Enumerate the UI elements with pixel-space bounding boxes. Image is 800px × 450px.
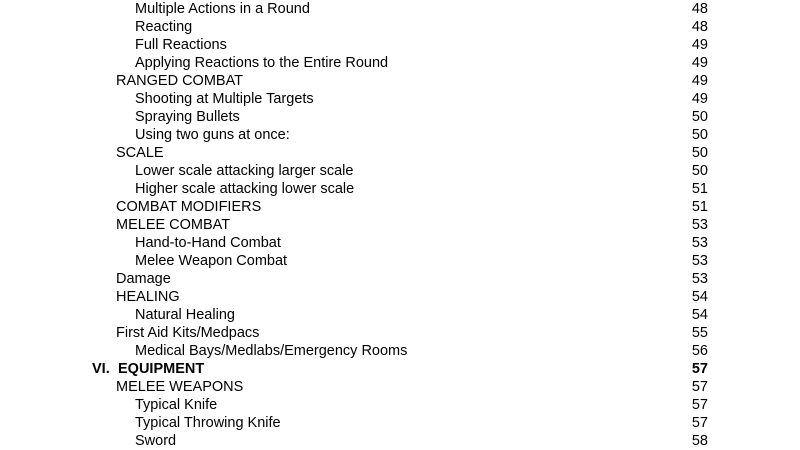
toc-row [0,234,800,252]
toc-entry-title: Melee Weapon Combat [135,253,288,269]
toc-entry-title: First Aid Kits/Medpacs [116,325,260,341]
toc-entry-title: Natural Healing [135,307,235,323]
toc-row [0,288,800,306]
toc-entry-title: Typical Throwing Knife [135,415,281,431]
toc-entry-title: COMBAT MODIFIERS [116,199,262,215]
toc-page-number: 57 [691,415,708,431]
toc-entry-title: Lower scale attacking larger scale [135,163,354,179]
toc-entry[interactable] [116,144,708,162]
toc-page-number: 48 [691,1,708,17]
toc-entry[interactable] [116,198,708,216]
toc-page-number: 57 [691,379,708,395]
toc-row [0,126,800,144]
toc-row [0,378,800,396]
toc-entry-title: Typical Knife [135,397,218,413]
toc-entry-title: Damage [116,271,171,287]
toc-page-number: 53 [691,235,708,251]
toc-row [0,270,800,288]
toc-row [0,162,800,180]
toc-row [0,0,800,18]
toc-row [0,324,800,342]
toc-row [0,144,800,162]
toc-row [0,180,800,198]
toc-entry[interactable] [135,126,708,144]
toc-row [0,90,800,108]
toc-entry[interactable] [135,162,708,180]
toc-entry[interactable] [135,90,708,108]
toc-entry[interactable] [135,342,708,360]
toc-page-number: 51 [691,199,708,215]
toc-page-number: 54 [691,289,708,305]
toc-page-number: 50 [691,109,708,125]
toc-entry[interactable] [135,414,708,432]
toc-entry-title: Medical Bays/Medlabs/Emergency Rooms [135,343,408,359]
toc-page-number: 53 [691,217,708,233]
toc-row [0,432,800,450]
toc-entry-title: SCALE [116,145,164,161]
toc-entry-title: Using two guns at once: [135,127,290,143]
toc-entry[interactable] [135,0,708,18]
toc-row [0,252,800,270]
toc-page-number: 49 [691,91,708,107]
toc-page-number: 48 [691,19,708,35]
toc-entry[interactable] [135,36,708,54]
toc-entry[interactable] [116,378,708,396]
toc-row [0,360,800,378]
toc-entry-title: Sword [135,433,177,449]
toc-entry[interactable] [135,396,708,414]
toc-entry-title: Reacting [135,19,193,35]
toc-entry[interactable] [135,306,708,324]
toc-entry[interactable] [135,234,708,252]
toc-page-number: 53 [691,253,708,269]
toc-entry-title: MELEE WEAPONS [116,379,244,395]
toc-row [0,342,800,360]
toc-row [0,72,800,90]
toc-entry-title: Hand-to-Hand Combat [135,235,281,251]
chapter-number: VI. [92,361,110,377]
toc-page-number: 49 [691,37,708,53]
toc-entry-title: HEALING [116,289,180,305]
toc-page-number: 50 [691,163,708,179]
toc-row [0,216,800,234]
toc-page-number: 58 [691,433,708,449]
toc-page-number: 49 [691,55,708,71]
toc-row [0,396,800,414]
toc-entry[interactable] [116,288,708,306]
toc-entry[interactable] [116,216,708,234]
toc-entry[interactable] [135,252,708,270]
toc-page-number: 50 [691,145,708,161]
toc-entry[interactable] [135,108,708,126]
toc-entry-title: Applying Reactions to the Entire Round [135,55,389,71]
toc-entry[interactable] [116,72,708,90]
toc-page-number: 51 [691,181,708,197]
toc-entry[interactable] [116,270,708,288]
toc-row [0,306,800,324]
toc-row [0,54,800,72]
toc-page-number: 53 [691,271,708,287]
toc-entry-title: MELEE COMBAT [116,217,231,233]
toc-entry-title: Full Reactions [135,37,227,53]
toc-chapter-title [92,360,205,378]
toc-row [0,36,800,54]
toc-page-number: 57 [691,361,708,377]
toc-page-number: 57 [691,397,708,413]
toc-entry-title: Shooting at Multiple Targets [135,91,314,107]
toc-page-number: 54 [691,307,708,323]
chapter-title-text: EQUIPMENT [118,361,205,377]
toc-entry[interactable] [135,432,708,450]
toc-entry[interactable] [135,180,708,198]
toc-row [0,108,800,126]
toc-entry-title: Spraying Bullets [135,109,240,125]
toc-page-number: 50 [691,127,708,143]
toc-page-number: 56 [691,343,708,359]
toc-entry-title: RANGED COMBAT [116,73,244,89]
toc-row [0,414,800,432]
toc-entry-title: Multiple Actions in a Round [135,1,310,17]
toc-entry[interactable] [116,324,708,342]
toc-entry-title: Higher scale attacking lower scale [135,181,355,197]
toc-chapter-entry[interactable] [92,360,708,378]
toc-page-number: 49 [691,73,708,89]
toc-row [0,18,800,36]
toc-page-number: 55 [691,325,708,341]
toc-row [0,198,800,216]
toc-entry[interactable] [135,54,708,72]
toc-entry[interactable] [135,18,708,36]
